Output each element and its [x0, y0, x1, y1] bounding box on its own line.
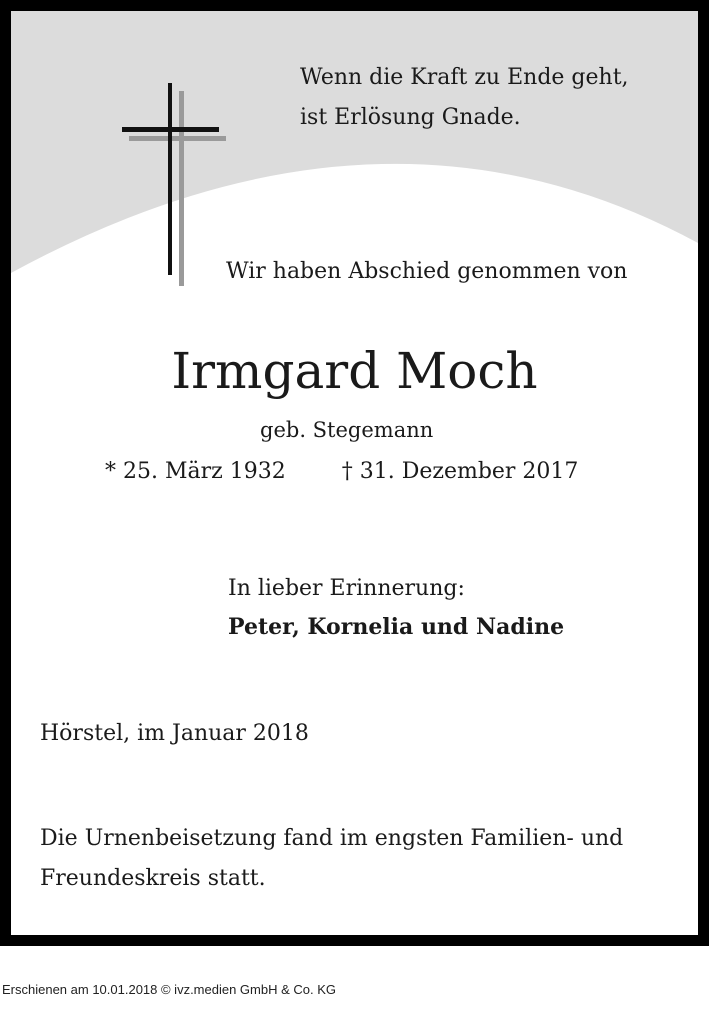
- life-dates: [105, 459, 578, 484]
- place-and-date: Hörstel, im Januar 2018: [40, 721, 309, 746]
- intro-text: Wir haben Abschied genommen von: [226, 259, 628, 284]
- quote-line-1: Wenn die Kraft zu Ende geht,: [300, 65, 629, 90]
- maiden-name: geb. Stegemann: [260, 418, 434, 442]
- memory-label: In lieber Erinnerung:: [228, 576, 465, 601]
- burial-note: Die Urnenbeisetzung fand im engsten Familien- und Freundeskreis statt.: [40, 826, 624, 891]
- birth-date: * 25. März 1932: [105, 459, 286, 484]
- deceased-name: Irmgard Moch: [171, 342, 538, 400]
- quote-line-2: ist Erlösung Gnade.: [300, 105, 521, 130]
- death-date: † 31. Dezember 2017: [341, 459, 579, 484]
- mourners-names: Peter, Kornelia und Nadine: [228, 614, 565, 640]
- publication-footer: Erschienen am 10.01.2018 © ivz.medien GmbH & Co. KG: [2, 982, 337, 997]
